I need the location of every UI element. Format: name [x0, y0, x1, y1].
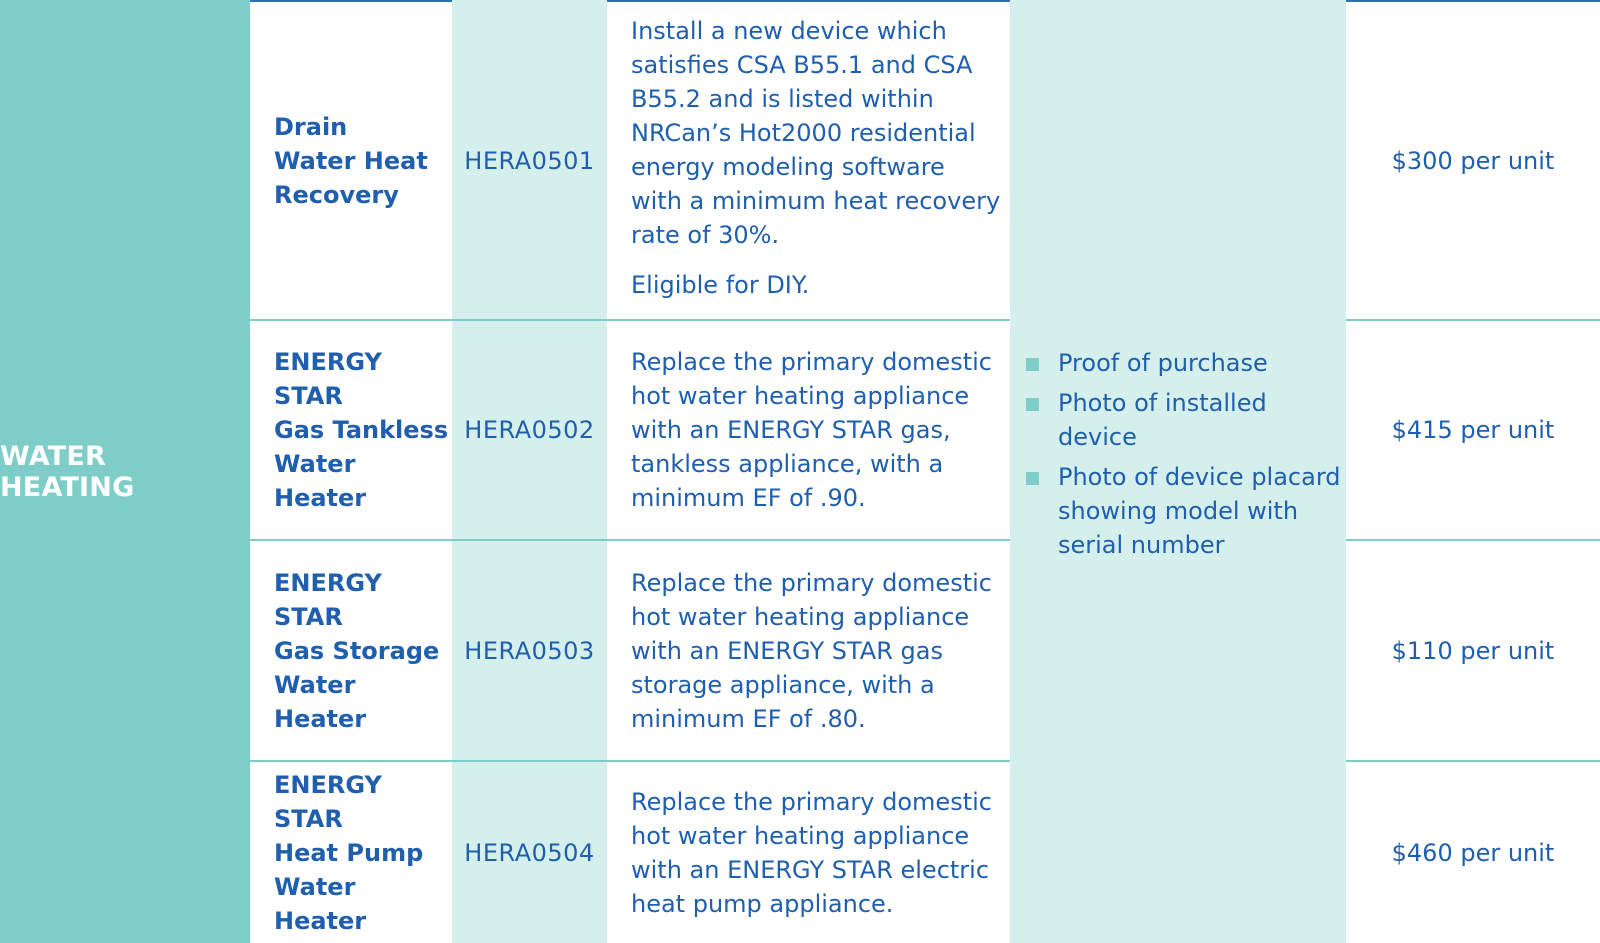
measure-description-cell — [631, 762, 1003, 943]
table-row — [274, 541, 452, 760]
incentive-amount-cell — [1346, 762, 1600, 943]
list-item — [1026, 346, 1342, 380]
description-text: Replace the primary domestic hot water heating appliance with an ENERGY STAR electric heat pump appliance. — [631, 787, 992, 918]
measure-description — [631, 785, 1003, 921]
incentive-amount: $460 per unit — [1391, 838, 1555, 867]
table-row — [274, 2, 452, 319]
square-bullet-icon — [1026, 398, 1039, 411]
incentive-amount: $415 per unit — [1391, 416, 1555, 444]
description-text: Replace the primary domestic hot water heating appliance with an ENERGY STAR gas storage appliance, with a minimum EF of .80. — [631, 568, 992, 733]
measure-code-cell — [452, 541, 607, 760]
measure-code: HERA0501 — [464, 146, 595, 175]
incentive-amount-cell — [1346, 321, 1600, 539]
measure-code: HERA0503 — [464, 636, 595, 665]
measure-description-cell — [631, 14, 1003, 319]
requirements-list — [1026, 346, 1342, 568]
measure-description — [631, 345, 1003, 515]
measure-description — [631, 566, 1003, 736]
list-item — [1026, 460, 1342, 562]
incentive-amount-cell — [1346, 541, 1600, 760]
measure-name: ENERGY STAR Gas Tankless Water Heater — [274, 348, 449, 512]
requirement-text: Proof of purchase — [1058, 349, 1268, 377]
table-row — [274, 321, 452, 539]
measure-code: HERA0504 — [464, 838, 595, 867]
measure-code-cell — [452, 321, 607, 539]
measure-name: ENERGY STAR Heat Pump Water Heater — [274, 770, 424, 935]
description-note: Eligible for DIY. — [631, 271, 810, 299]
incentive-amount: $110 per unit — [1391, 636, 1555, 665]
measure-description-cell — [631, 321, 1003, 539]
category-column — [0, 0, 250, 943]
description-text: Replace the primary domestic hot water heating appliance with an ENERGY STAR gas, tankless appliance, with a minimum EF of .90. — [631, 348, 992, 512]
requirement-text: Photo of device placard showing model with serial number — [1058, 463, 1341, 559]
incentive-amount-cell — [1346, 2, 1600, 319]
measure-name: ENERGY STAR Gas Storage Water Heater — [274, 568, 440, 733]
list-item — [1026, 386, 1342, 454]
description-text: Install a new device which satisfies CSA B55.1 and CSA B55.2 and is listed within NRCan’s Hot2000 residential energy modeling software with a minimum heat recovery rate of 30%. — [631, 17, 1001, 249]
measure-code: HERA0502 — [464, 416, 595, 444]
requirement-text: Photo of installed device — [1058, 389, 1267, 451]
square-bullet-icon — [1026, 472, 1039, 485]
measure-description-cell — [631, 541, 1003, 760]
incentive-amount: $300 per unit — [1391, 146, 1555, 175]
square-bullet-icon — [1026, 358, 1039, 371]
category-label: WATER HEATING — [0, 440, 135, 503]
table-row — [274, 762, 452, 943]
requirements-cell — [1026, 346, 1342, 586]
measure-name: Drain Water Heat Recovery — [274, 112, 428, 209]
measure-code-cell — [452, 762, 607, 943]
measure-description — [631, 14, 1003, 302]
measure-code-cell — [452, 2, 607, 319]
